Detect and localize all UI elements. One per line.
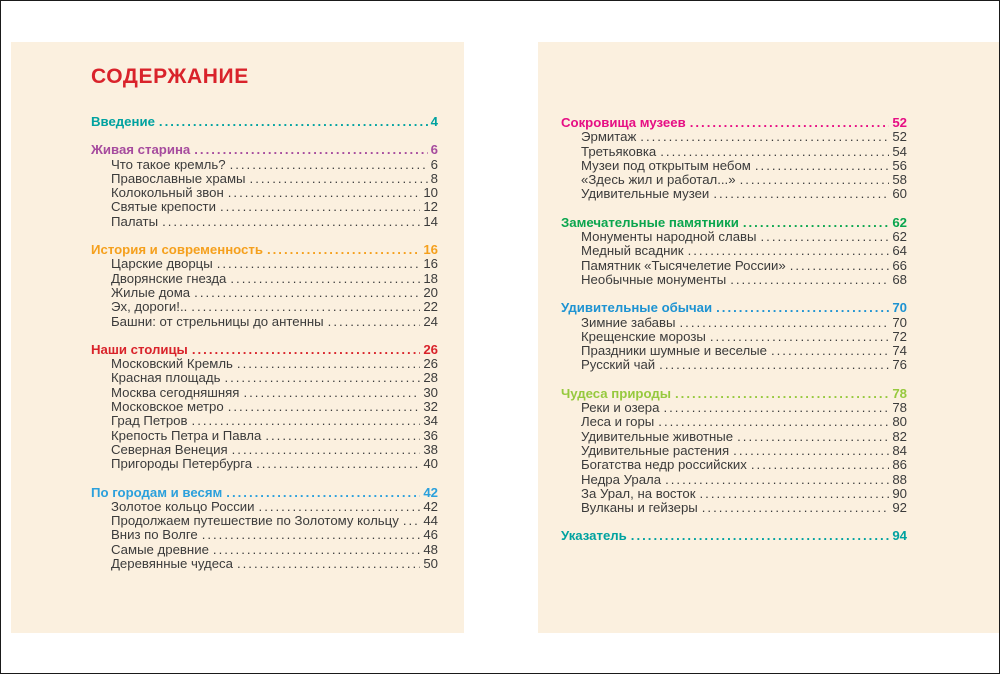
toc-section-label: Замечательные памятники (561, 214, 739, 230)
toc-item-row (91, 357, 438, 371)
toc-section-row (91, 115, 438, 129)
toc-item-row (91, 215, 438, 229)
toc-section-row (561, 301, 907, 315)
toc-item-label: Музеи под открытым небом (581, 157, 751, 173)
toc-item-page: 12 (423, 199, 438, 215)
toc-item-row (91, 257, 438, 271)
toc-item-row (91, 200, 438, 214)
dot-leader (688, 244, 890, 258)
dot-leader (159, 115, 428, 129)
toc-item-label: Красная площадь (111, 370, 221, 386)
toc-section (91, 143, 438, 229)
toc-item-row (561, 230, 907, 244)
toc-item-row (561, 187, 907, 201)
dot-leader (220, 200, 420, 214)
toc-item-row (91, 272, 438, 286)
toc-section-page: 26 (423, 341, 438, 357)
toc-item-page: 50 (423, 556, 438, 572)
dot-leader (213, 543, 420, 557)
toc-item-label: Леса и горы (581, 414, 655, 430)
toc-item-label: Богатства недр российских (581, 457, 747, 473)
toc-item-label: Третьяковка (581, 143, 657, 159)
dot-leader (761, 230, 890, 244)
dot-leader (226, 486, 420, 500)
dot-leader (232, 443, 421, 457)
toc-item-page: 54 (892, 143, 907, 159)
toc-item-page: 88 (892, 471, 907, 487)
toc-item-row (91, 429, 438, 443)
toc-item-label: Что такое кремль? (111, 156, 226, 172)
toc-item-label: Вниз по Волге (111, 527, 198, 543)
toc-item-page: 70 (892, 314, 907, 330)
dot-leader (710, 330, 889, 344)
toc-item-page: 80 (892, 414, 907, 430)
toc-item-label: Крепость Петра и Павла (111, 427, 262, 443)
toc-section-row (91, 343, 438, 357)
dot-leader (328, 315, 421, 329)
toc-section-row (91, 143, 438, 157)
toc-item-label: Медный всадник (581, 243, 684, 259)
toc-item-label: Русский чай (581, 357, 656, 373)
toc-item-row (561, 159, 907, 173)
toc-section-label: Наши столицы (91, 341, 188, 357)
toc-item-label: Недра Урала (581, 471, 662, 487)
dot-leader (631, 529, 890, 543)
dot-leader (690, 116, 890, 130)
toc-item-label: Северная Венеция (111, 441, 228, 457)
toc-item-row (561, 501, 907, 515)
dot-leader (230, 158, 428, 172)
toc-section-page: 70 (892, 300, 907, 316)
toc-item-page: 40 (423, 456, 438, 472)
toc-item-row (91, 186, 438, 200)
toc-item-label: Москва сегодняшняя (111, 384, 240, 400)
dot-leader (162, 215, 420, 229)
toc-item-page: 56 (892, 157, 907, 173)
toc-section (561, 116, 907, 202)
toc-section (561, 301, 907, 372)
toc-item-label: Удивительные животные (581, 428, 734, 444)
toc-item-page: 28 (423, 370, 438, 386)
dot-leader (640, 130, 889, 144)
toc-title: СОДЕРЖАНИЕ (91, 65, 249, 88)
toc-item-row (91, 300, 438, 314)
toc-item-label: Пригороды Петербурга (111, 456, 253, 472)
toc-item-page: 34 (423, 413, 438, 429)
toc-item-page: 84 (892, 442, 907, 458)
dot-leader (228, 400, 421, 414)
toc-section-page: 62 (892, 214, 907, 230)
toc-item-row (91, 500, 438, 514)
dot-leader (237, 357, 420, 371)
toc-item-label: Крещенские морозы (581, 328, 706, 344)
toc-item-label: Град Петров (111, 413, 188, 429)
dot-leader (658, 415, 889, 429)
toc-item-row (91, 158, 438, 172)
dot-leader (237, 557, 420, 571)
toc-item-page: 82 (892, 428, 907, 444)
toc-item-page: 10 (423, 185, 438, 201)
toc-section-label: Сокровища музеев (561, 115, 686, 130)
toc-item-page: 58 (892, 172, 907, 188)
toc-item-row (91, 414, 438, 428)
toc-item-page: 16 (423, 256, 438, 272)
dot-leader (267, 243, 420, 257)
toc-item-page: 76 (892, 357, 907, 373)
toc-item-label: Самые древние (111, 541, 209, 557)
dot-leader (192, 343, 421, 357)
toc-item-row (91, 400, 438, 414)
toc-item-row (561, 259, 907, 273)
toc-sections-left (91, 115, 438, 571)
toc-item-label: Памятник «Тысячелетие России» (581, 257, 786, 273)
toc-section-label: Живая старина (91, 142, 191, 158)
dot-leader (228, 186, 421, 200)
toc-item-row (91, 443, 438, 457)
toc-item-label: Монументы народной славы (581, 229, 757, 245)
toc-item-label: Московское метро (111, 399, 224, 415)
toc-section (91, 115, 438, 129)
dot-leader (659, 358, 889, 372)
toc-section-page: 78 (892, 385, 907, 401)
toc-item-page: 32 (423, 399, 438, 415)
dot-leader (224, 371, 420, 385)
dot-leader (771, 344, 889, 358)
dot-leader (660, 145, 889, 159)
toc-item-row (561, 458, 907, 472)
dot-leader (194, 286, 420, 300)
toc-item-page: 22 (423, 299, 438, 315)
dot-leader (403, 514, 421, 528)
toc-section (91, 243, 438, 329)
dot-leader (730, 273, 889, 287)
toc-item-label: «Здесь жил и работал...» (581, 172, 736, 188)
dot-leader (243, 386, 420, 400)
toc-item-label: Удивительные музеи (581, 186, 710, 202)
toc-item-page: 92 (892, 500, 907, 516)
toc-item-label: Дворянские гнезда (111, 270, 227, 286)
toc-section-row (91, 243, 438, 257)
dot-leader (740, 173, 890, 187)
toc-section-label: По городам и весям (91, 484, 223, 500)
toc-item-label: Царские дворцы (111, 256, 213, 272)
toc-item-label: Праздники шумные и веселые (581, 343, 767, 359)
toc-section (561, 216, 907, 287)
toc-section-page: 6 (430, 142, 438, 158)
toc-item-label: Московский Кремль (111, 356, 233, 372)
toc-section (561, 529, 907, 543)
toc-item-row (561, 430, 907, 444)
toc-item-row (91, 371, 438, 385)
toc-item-label: Палаты (111, 213, 159, 229)
toc-item-row (561, 330, 907, 344)
toc-item-row (561, 344, 907, 358)
toc-item-page: 62 (892, 229, 907, 245)
toc-item-row (91, 286, 438, 300)
toc-section-page: 42 (423, 484, 438, 500)
toc-item-page: 78 (892, 400, 907, 416)
toc-section (91, 486, 438, 572)
dot-leader (702, 501, 890, 515)
toc-sections-right (561, 116, 907, 544)
toc-item-row (91, 528, 438, 542)
toc-item-label: Удивительные растения (581, 442, 730, 458)
toc-section-row (561, 216, 907, 230)
toc-item-page: 72 (892, 328, 907, 344)
toc-item-row (561, 130, 907, 144)
toc-item-label: Башни: от стрельницы до антенны (111, 313, 324, 329)
toc-section-label: История и современность (91, 242, 263, 258)
toc-item-label: Реки и озера (581, 400, 660, 416)
dot-leader (191, 300, 420, 314)
toc-item-label: Деревянные чудеса (111, 556, 233, 572)
dot-leader (755, 159, 889, 173)
toc-item-page: 90 (892, 485, 907, 501)
toc-item-row (561, 173, 907, 187)
toc-item-row (561, 316, 907, 330)
toc-item-label: Золотое кольцо России (111, 498, 255, 514)
toc-item-row (561, 401, 907, 415)
toc-section-label: Удивительные обычаи (561, 300, 713, 316)
toc-item-page: 24 (423, 313, 438, 329)
toc-item-page: 38 (423, 441, 438, 457)
toc-item-page: 52 (892, 129, 907, 145)
toc-item-row (561, 273, 907, 287)
toc-item-page: 74 (892, 343, 907, 359)
toc-item-row (561, 444, 907, 458)
toc-item-page: 66 (892, 257, 907, 273)
toc-section-page: 94 (892, 528, 907, 544)
toc-page-right (538, 42, 1000, 633)
dot-leader (737, 430, 889, 444)
toc-item-label: Зимние забавы (581, 314, 676, 330)
toc-item-page: 68 (892, 271, 907, 287)
dot-leader (790, 259, 890, 273)
dot-leader (230, 272, 420, 286)
dot-leader (751, 458, 889, 472)
toc-item-page: 64 (892, 243, 907, 259)
dot-leader (265, 429, 420, 443)
toc-item-page: 42 (423, 498, 438, 514)
toc-item-label: Колокольный звон (111, 185, 224, 201)
dot-leader (259, 500, 421, 514)
toc-section-page: 16 (423, 242, 438, 258)
toc-item-page: 36 (423, 427, 438, 443)
toc-item-row (91, 386, 438, 400)
dot-leader (665, 473, 889, 487)
toc-item-row (561, 415, 907, 429)
toc-section-label: Введение (91, 114, 155, 129)
dot-leader (743, 216, 889, 230)
toc-section-row (561, 529, 907, 543)
toc-section (561, 387, 907, 516)
toc-item-label: Эх, дороги!.. (111, 299, 188, 315)
dot-leader (250, 172, 428, 186)
toc-item-page: 60 (892, 186, 907, 202)
dot-leader (256, 457, 420, 471)
toc-section (91, 343, 438, 472)
toc-item-row (561, 358, 907, 372)
toc-item-row (91, 543, 438, 557)
toc-item-page: 48 (423, 541, 438, 557)
dot-leader (713, 187, 889, 201)
dot-leader (194, 143, 427, 157)
toc-section-label: Чудеса природы (561, 385, 671, 401)
toc-item-label: Православные храмы (111, 170, 246, 186)
toc-section-label: Указатель (561, 528, 627, 544)
toc-item-label: Вулканы и гейзеры (581, 500, 698, 516)
toc-item-page: 46 (423, 527, 438, 543)
dot-leader (202, 528, 421, 542)
toc-item-row (91, 172, 438, 186)
toc-item-row (91, 315, 438, 329)
dot-leader (700, 487, 890, 501)
toc-item-row (91, 514, 438, 528)
toc-item-page: 20 (423, 284, 438, 300)
dot-leader (680, 316, 890, 330)
dot-leader (192, 414, 421, 428)
dot-leader (733, 444, 889, 458)
toc-item-label: Святые крепости (111, 199, 216, 215)
toc-item-label: Необычные монументы (581, 271, 727, 287)
toc-item-page: 18 (423, 270, 438, 286)
toc-item-label: Эрмитаж (581, 129, 637, 145)
toc-item-row (561, 244, 907, 258)
toc-item-label: Жилые дома (111, 284, 191, 300)
toc-section-row (91, 486, 438, 500)
dot-leader (663, 401, 889, 415)
toc-item-row (561, 473, 907, 487)
toc-item-row (561, 145, 907, 159)
toc-section-row (561, 116, 907, 130)
toc-item-page: 6 (430, 156, 438, 172)
toc-section-row (561, 387, 907, 401)
toc-item-page: 8 (430, 170, 438, 186)
toc-item-row (91, 457, 438, 471)
dot-leader (716, 301, 889, 315)
toc-item-page: 30 (423, 384, 438, 400)
toc-item-row (561, 487, 907, 501)
toc-item-row (91, 557, 438, 571)
toc-section-page: 4 (430, 114, 438, 129)
dot-leader (217, 257, 421, 271)
toc-item-page: 26 (423, 356, 438, 372)
toc-item-page: 86 (892, 457, 907, 473)
dot-leader (675, 387, 889, 401)
toc-section-page: 52 (892, 115, 907, 130)
toc-item-page: 44 (423, 513, 438, 529)
toc-item-label: За Урал, на восток (581, 485, 696, 501)
toc-page-left (11, 42, 464, 633)
toc-item-page: 14 (423, 213, 438, 229)
toc-item-label: Продолжаем путешествие по Золотому кольцу (111, 513, 399, 529)
